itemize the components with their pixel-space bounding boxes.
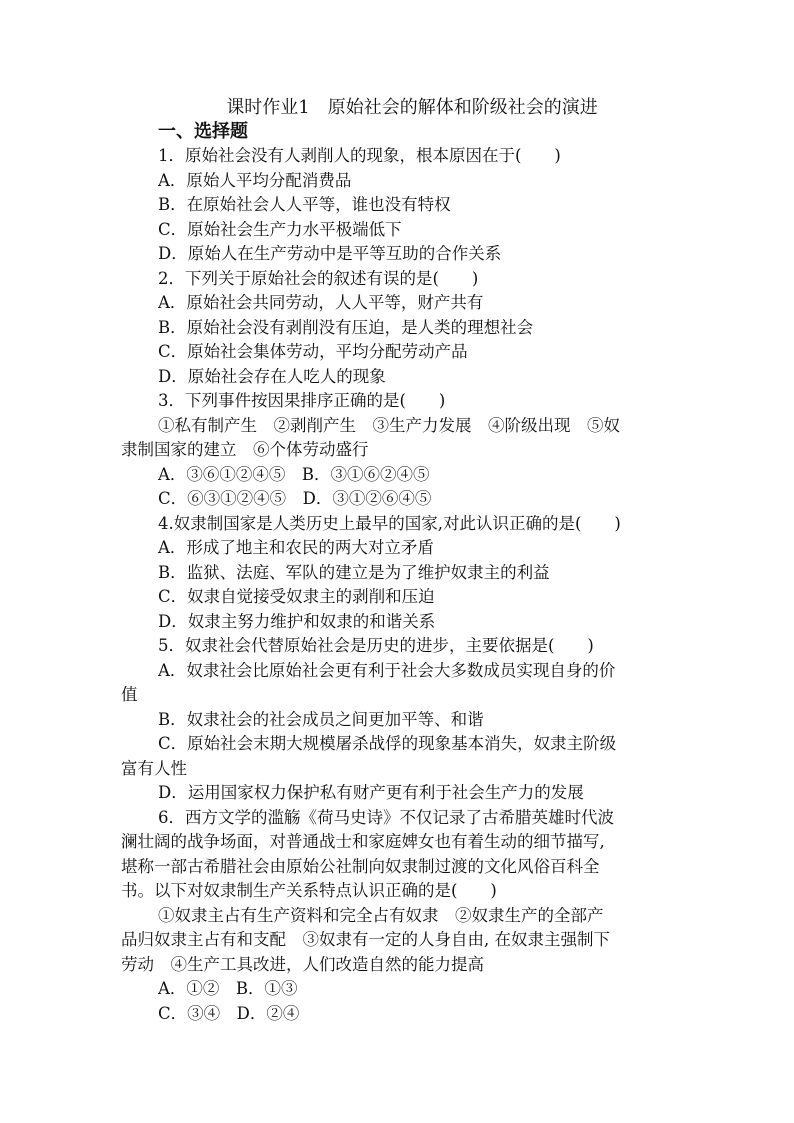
option-c: C．原始社会末期大规模屠杀战俘的现象基本消失，奴隶主阶级 — [158, 734, 617, 753]
option-a: A．形成了地主和农民的两大对立矛盾 — [158, 538, 434, 557]
question-stem: 2．下列关于原始社会的叙述有误的是( ) — [158, 268, 479, 288]
option-row: A．③⑥①②④⑤ B．③①⑥②④⑤ — [158, 464, 430, 484]
option-row: A．①② B．①③ — [158, 979, 298, 998]
option-d: D．运用国家权力保护私有财产更有利于社会生产力的发展 — [158, 783, 584, 802]
question-list — [121, 144, 681, 1026]
question-stem-continued: 堪称一部古希腊社会由原始公社制向奴隶制过渡的文化风俗百科全 — [121, 856, 600, 876]
option-b: B．奴隶社会的社会成员之间更加平等、和谐 — [158, 709, 484, 729]
item-list-line: 隶制国家的建立 ⑥个体劳动盛行 — [121, 440, 369, 459]
option-d: D．原始人在生产劳动中是平等互助的合作关系 — [158, 244, 502, 263]
option-a: A．原始社会共同劳动，人人平等，财产共有 — [158, 293, 484, 312]
option-b: B．原始社会没有剥削没有压迫，是人类的理想社会 — [158, 317, 534, 337]
question-stem: 3．下列事件按因果排序正确的是( ) — [158, 391, 446, 410]
question-stem: 1．原始社会没有人剥削人的现象，根本原因在于( ) — [158, 146, 561, 165]
option-row: C．③④ D．②④ — [158, 1003, 300, 1023]
option-row: C．⑥③①②④⑤ D．③①②⑥④⑤ — [158, 489, 432, 508]
question-stem: 6．西方文学的滥觞《荷马史诗》不仅记录了古希腊英雄时代波 — [158, 807, 614, 827]
question-6 — [121, 806, 681, 1027]
option-c: C．奴隶自觉接受奴隶主的剥削和压迫 — [158, 587, 435, 606]
item-list-line: ①奴隶主占有生产资料和完全占有奴隶 ②奴隶生产的全部产 — [158, 905, 604, 925]
option-a-continued: 值 — [121, 685, 138, 704]
question-stem-continued: 书。以下对奴隶制生产关系特点认识正确的是( ) — [121, 881, 497, 900]
option-d: D．奴隶主努力维护和奴隶的和谐关系 — [158, 611, 436, 631]
section-heading: 一、选择题 — [158, 121, 248, 142]
question-4 — [121, 512, 681, 635]
option-c: C．原始社会集体劳动，平均分配劳动产品 — [158, 342, 468, 361]
option-d: D．原始社会存在人吃人的现象 — [158, 366, 386, 386]
option-c: C．原始社会生产力水平极端低下 — [158, 219, 402, 239]
option-a: A．原始人平均分配消费品 — [158, 170, 352, 190]
question-stem: 4.奴隶制国家是人类历史上最早的国家,对此认识正确的是( ) — [158, 513, 621, 533]
item-list-line: 劳动 ④生产工具改进，人们改造自然的能力提高 — [121, 954, 484, 974]
option-c-continued: 富有人性 — [121, 758, 187, 778]
option-a: A．奴隶社会比原始社会更有利于社会大多数成员实现自身的价 — [158, 660, 616, 680]
option-b: B．监狱、法庭、军队的建立是为了维护奴隶主的利益 — [158, 562, 550, 582]
question-3 — [121, 389, 681, 512]
question-stem-continued: 澜壮阔的战争场面，对普通战士和家庭婢女也有着生动的细节描写, — [121, 832, 605, 851]
question-5 — [121, 634, 681, 806]
question-1 — [121, 144, 681, 267]
item-list-line: 品归奴隶主占有和支配 ③奴隶有一定的人身自由, 在奴隶主强制下 — [121, 930, 610, 949]
option-b: B．在原始社会人人平等，谁也没有特权 — [158, 195, 451, 214]
page-title: 课时作业1 原始社会的解体和阶级社会的演进 — [226, 97, 598, 118]
item-list-line: ①私有制产生 ②剥削产生 ③生产力发展 ④阶级出现 ⑤奴 — [158, 415, 620, 435]
question-2 — [121, 267, 681, 390]
question-stem: 5．奴隶社会代替原始社会是历史的进步，主要依据是( ) — [158, 636, 594, 655]
